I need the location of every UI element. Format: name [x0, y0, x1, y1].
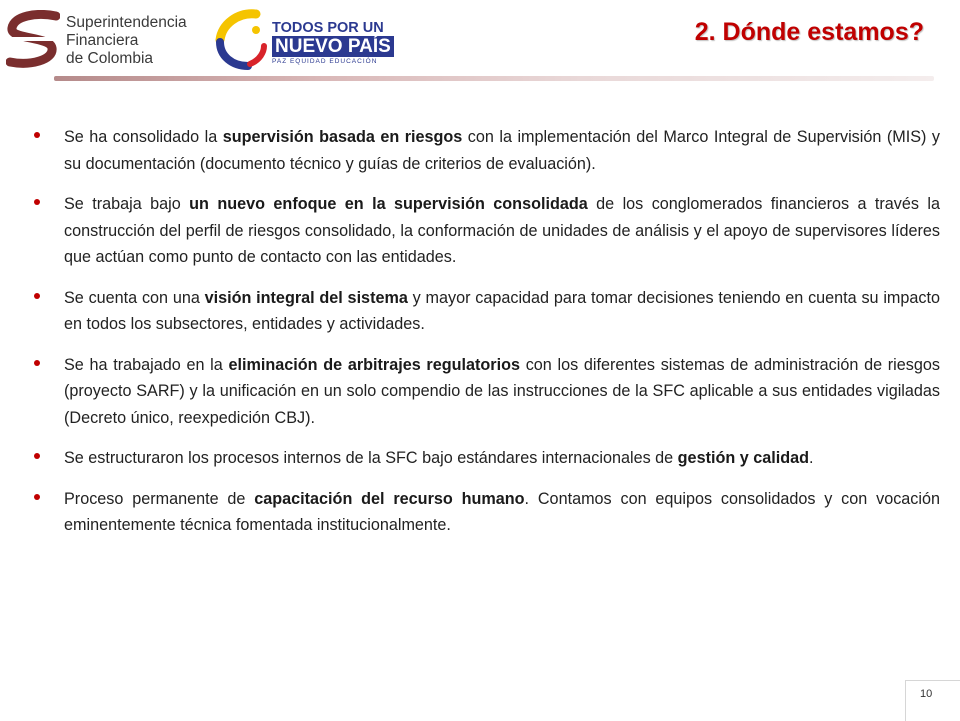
bullet-text: Proceso permanente de	[64, 489, 255, 508]
bullet-text: . Contamos con equipos consolidados y con vocación eminentemente técnica fomentada institucionalmente.	[64, 489, 940, 534]
bullet-dot-icon	[34, 360, 40, 366]
page-number-frame	[905, 680, 960, 721]
sfc-logo-line1: Superintendencia	[66, 14, 187, 31]
sfc-logo-line3: de Colombia	[66, 50, 154, 67]
bullet-dot-icon	[34, 132, 40, 138]
government-logo	[212, 8, 392, 72]
list-item	[30, 445, 940, 472]
list-item	[30, 124, 940, 177]
sfc-logo-text	[66, 14, 187, 68]
bullet-text: .	[809, 449, 814, 467]
page-number: 10	[920, 688, 933, 700]
government-logo-line1: TODOS POR UN	[272, 20, 384, 36]
sfc-s-logo-icon	[6, 10, 60, 68]
list-item	[30, 352, 940, 432]
government-logo-text	[272, 20, 394, 66]
bullet-text: con los diferentes sistemas de administración de riesgos (proyecto SARF) y la unificación en un solo compendio de las instrucciones de la SFC aplicable a sus entidades vigiladas (Decreto único, reexpedición CBJ).	[64, 355, 940, 427]
bullet-list	[30, 124, 940, 553]
bullet-text: de los conglomerados financieros a través la construcción del perfil de riesgos consolidado, la conformación de unidades de análisis y el apoyo de supervisores líderes que actúan como punto de contacto con las entidades.	[64, 195, 941, 266]
bullet-text: y mayor capacidad para tomar decisiones teniendo en cuenta su impacto en todos los subsectores, entidades y actividades.	[64, 288, 940, 333]
bullet-text: Se ha trabajado en la	[64, 355, 229, 374]
bullet-dot-icon	[34, 453, 40, 459]
bullet-dot-icon	[34, 293, 40, 299]
government-logo-line2: NUEVO PAÍS	[272, 36, 394, 57]
bullet-emphasis: supervisión basada en riesgos	[222, 128, 463, 146]
bullet-text: Se trabaja bajo	[64, 195, 190, 213]
slide-header	[0, 0, 960, 90]
bullet-text: con la implementación del Marco Integral de Supervisión (MIS) y su documentación (documento técnico y guías de criterios de evaluación).	[64, 128, 940, 173]
page-title: 2. Dónde estamos?	[694, 18, 924, 46]
sfc-logo-line2: Financiera	[66, 32, 139, 49]
bullet-text: Se ha consolidado la	[64, 128, 223, 146]
sfc-logo	[6, 10, 187, 68]
list-item	[30, 285, 940, 338]
header-divider	[54, 76, 934, 81]
bullet-emphasis: capacitación del recurso humano	[254, 489, 525, 508]
government-logo-line3: PAZ EQUIDAD EDUCACIÓN	[272, 58, 378, 65]
list-item	[30, 486, 940, 539]
list-item	[30, 191, 940, 271]
tricolor-swirl-icon	[212, 8, 270, 72]
bullet-emphasis: visión integral del sistema	[204, 288, 408, 307]
bullet-emphasis: eliminación de arbitrajes regulatorios	[228, 355, 520, 374]
bullet-emphasis: un nuevo enfoque en la supervisión consolidada	[189, 195, 588, 213]
bullet-dot-icon	[34, 199, 40, 205]
bullet-dot-icon	[34, 494, 40, 500]
bullet-emphasis: gestión y calidad	[677, 449, 810, 467]
bullet-text: Se estructuraron los procesos internos de la SFC bajo estándares internacionales de	[64, 449, 678, 467]
bullet-text: Se cuenta con una	[64, 288, 205, 307]
